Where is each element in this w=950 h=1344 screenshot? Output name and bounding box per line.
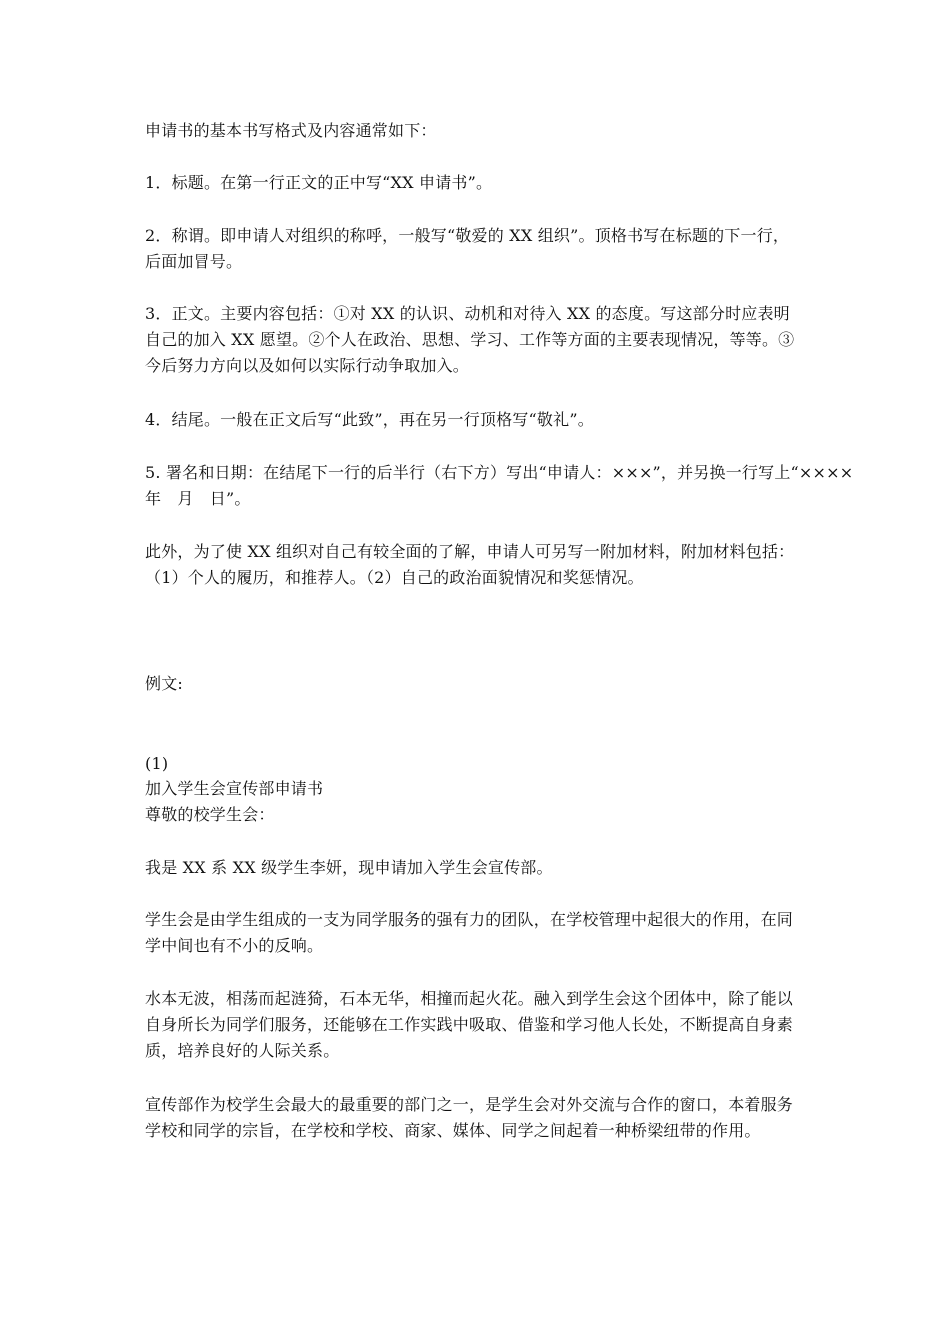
example-paragraph-3-line-2: 自身所长为同学们服务，还能够在工作实践中吸取、借鉴和学习他人长处，不断提高自身素	[145, 1015, 794, 1034]
extra-line-2: （1）个人的履历，和推荐人。（2）自己的政治面貌情况和奖惩情况。	[145, 568, 644, 587]
item-signature-line-1: 5. 署名和日期：在结尾下一行的后半行（右下方）写出“申请人：×××”，并另换一行写上“××××	[145, 463, 854, 482]
example-paragraph-4-line-2: 学校和同学的宗旨，在学校和学校、商家、媒体、同学之间起着一种桥梁纽带的作用。	[145, 1121, 761, 1140]
example-paragraph-3-line-1: 水本无波，相荡而起涟猗，石本无华，相撞而起火花。融入到学生会这个团体中，除了能以	[145, 989, 794, 1008]
intro-line: 申请书的基本书写格式及内容通常如下：	[145, 121, 437, 140]
item-signature-line-2: 年 月 日”。	[145, 489, 251, 508]
item-body-line-2: 自己的加入 XX 愿望。②个人在政治、思想、学习、工作等方面的主要表现情况，等等。③	[145, 330, 795, 349]
example-paragraph-3-line-3: 质，培养良好的人际关系。	[145, 1041, 340, 1060]
item-ending: 4．结尾。一般在正文后写“此致”，再在另一行顶格写“敬礼”。	[145, 410, 594, 429]
item-title: 1．标题。在第一行正文的正中写“XX 申请书”。	[145, 173, 493, 192]
item-body-line-1: 3．正文。主要内容包括：①对 XX 的认识、动机和对待入 XX 的态度。写这部分时应表明	[145, 304, 790, 323]
example-paragraph-4-line-1: 宣传部作为校学生会最大的最重要的部门之一，是学生会对外交流与合作的窗口，本着服务	[145, 1095, 794, 1114]
example-number: (1)	[145, 754, 169, 773]
item-salutation-line-2: 后面加冒号。	[145, 252, 243, 271]
extra-line-1: 此外，为了使 XX 组织对自己有较全面的了解，申请人可另写一附加材料，附加材料包括：	[145, 542, 795, 561]
example-label: 例文:	[145, 674, 183, 693]
example-paragraph-2-line-2: 学中间也有不小的反响。	[145, 936, 324, 955]
example-title: 加入学生会宣传部申请书	[145, 779, 324, 798]
item-body-line-3: 今后努力方向以及如何以实际行动争取加入。	[145, 356, 470, 375]
example-salutation: 尊敬的校学生会：	[145, 805, 275, 824]
example-paragraph-2-line-1: 学生会是由学生组成的一支为同学服务的强有力的团队，在学校管理中起很大的作用，在同	[145, 910, 794, 929]
example-paragraph-1: 我是 XX 系 XX 级学生李妍，现申请加入学生会宣传部。	[145, 858, 553, 877]
item-salutation-line-1: 2．称谓。即申请人对组织的称呼，一般写“敬爱的 XX 组织”。顶格书写在标题的下一行，	[145, 226, 790, 245]
